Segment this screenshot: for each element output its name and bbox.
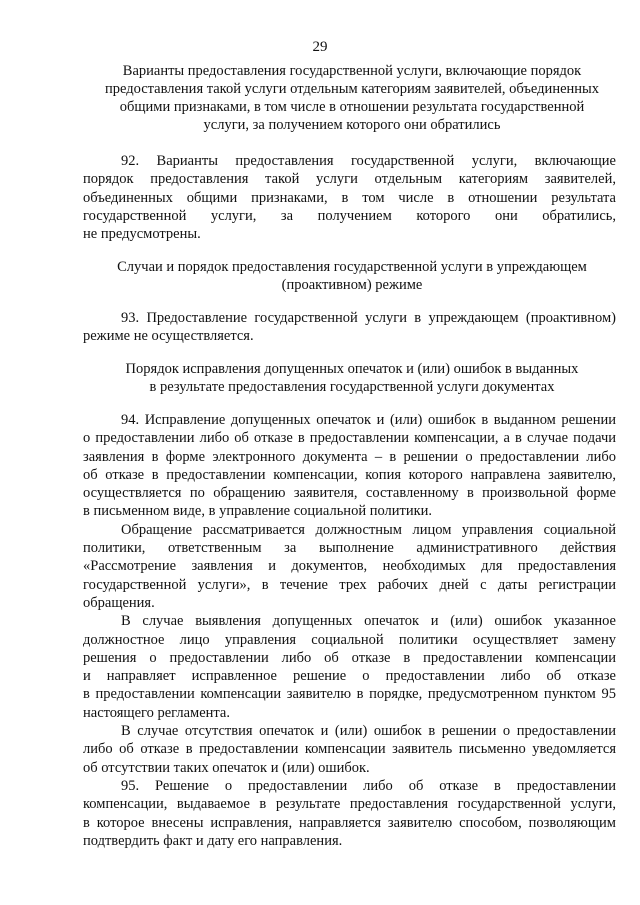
text-line: решения о предоставлении либо об отказе в предоставлении компенсации <box>83 649 616 666</box>
paragraph-94 <box>83 411 616 850</box>
text-line: настоящего регламента. <box>83 704 230 721</box>
text-line: политики, ответственным за выполнение административного действия <box>83 540 616 557</box>
text-line: должностное лицо управления социальной политики осуществляет замену <box>83 631 616 648</box>
text-line: «Рассмотрение заявления и документов, необходимых для предоставления <box>83 558 616 575</box>
heading-line: услуги, за получением которого они обратились <box>203 117 501 133</box>
heading-line: в результате предоставления государственной услуги документах <box>149 379 555 395</box>
text-line: порядок предоставления такой услуги отдельным категориям заявителей, <box>83 171 616 188</box>
text-line: В случае выявления допущенных опечаток и (или) ошибок указанное <box>121 613 616 630</box>
paragraph-93 <box>83 309 616 346</box>
heading-line: Варианты предоставления государственной услуги, включающие порядок <box>122 63 582 79</box>
heading-line: Порядок исправления допущенных опечаток и (или) ошибок в выданных <box>125 361 579 377</box>
paragraph-92 <box>83 152 616 243</box>
text-line: не предусмотрены. <box>83 226 201 243</box>
heading-line: (проактивном) режиме <box>281 277 423 293</box>
text-line: либо об отказе в предоставлении компенсации заявитель письменно уведомляется <box>83 741 616 758</box>
text-line: подтвердить факт и дату его направления. <box>83 832 343 849</box>
text-line: заявления в форме электронного документа – в решении о предоставлении либо <box>83 448 616 465</box>
heading-line: общими признаками, в том числе в отношении результата государственной <box>119 99 585 115</box>
text-line: 95. Решение о предоставлении либо об отказе в предоставлении <box>121 777 616 794</box>
text-line: В случае отсутствия опечаток и (или) ошибок в решении о предоставлении <box>121 723 616 740</box>
text-line: об отсутствии таких опечаток и (или) ошибок. <box>83 759 370 776</box>
text-line: в предоставлении компенсации заявителю в порядке, предусмотренном пунктом 95 <box>83 686 616 703</box>
text-line: объединенных общими признаками, в том числе в отношении результата <box>83 189 616 206</box>
text-line: и направляет исправленное решение о предоставлении либо об отказе <box>83 668 616 685</box>
section-heading-variants <box>88 62 616 134</box>
text-line: о предоставлении либо об отказе в предоставлении компенсации, а в случае подачи <box>83 430 616 447</box>
text-line: режиме не осуществляется. <box>83 328 254 345</box>
heading-line: Случаи и порядок предоставления государственной услуги в упреждающем <box>117 259 587 275</box>
text-line: осуществляется по обращению заявителя, составленному в произвольной форме <box>83 485 616 502</box>
text-line: обращения. <box>83 594 155 611</box>
section-heading-corrections <box>88 360 616 396</box>
section-heading-proactive <box>88 258 616 294</box>
text-line: в письменном виде, в управление социальной политики. <box>83 503 433 520</box>
page-number: 29 <box>312 39 328 55</box>
text-line: 93. Предоставление государственной услуги в упреждающем (проактивном) <box>121 310 616 326</box>
text-line: государственной услуги, за получением которого они обратились, <box>83 207 616 224</box>
text-line: Обращение рассматривается должностным лицом управления социальной <box>121 521 616 538</box>
heading-line: предоставления такой услуги отдельным категориям заявителей, объединенных <box>104 81 600 97</box>
text-line: государственной услуги», в течение трех рабочих дней с даты регистрации <box>83 576 616 593</box>
text-line: компенсации, выдаваемое в результате предоставления государственной услуги, <box>83 796 616 813</box>
text-line: 94. Исправление допущенных опечаток и (или) ошибок в выданном решении <box>121 412 616 428</box>
text-line: об отказе в предоставлении компенсации, копия которого направлена заявителю, <box>83 466 616 483</box>
text-line: 92. Варианты предоставления государственной услуги, включающие <box>121 153 616 169</box>
text-line: в которое внесены исправления, направляется заявителю способом, позволяющим <box>83 814 616 831</box>
